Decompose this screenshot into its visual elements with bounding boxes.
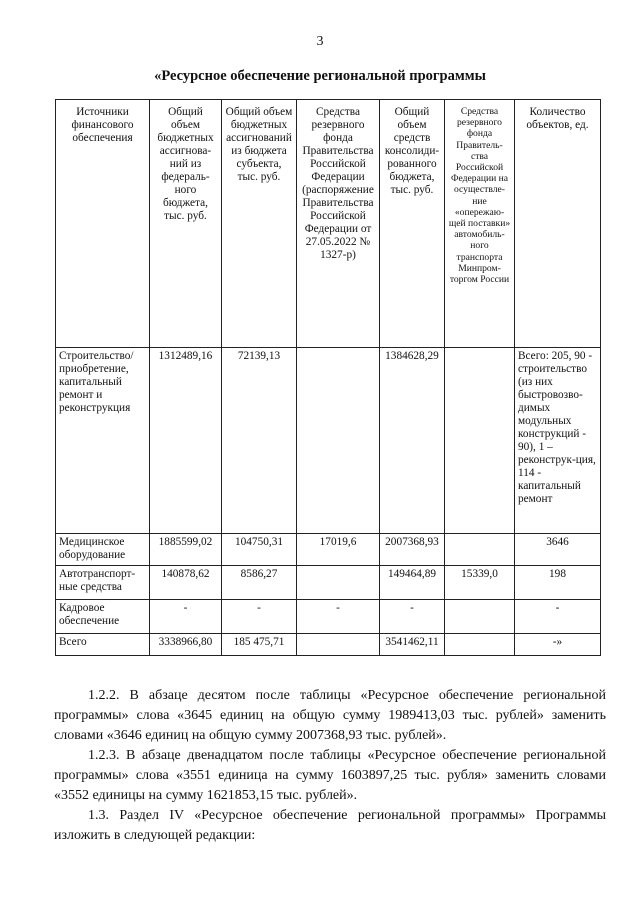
consolidated-value: 149464,89 — [380, 566, 445, 600]
regional-value: 185 475,71 — [222, 634, 297, 656]
regional-value: - — [222, 600, 297, 634]
row-source: Автотранспорт-ные средства — [56, 566, 150, 600]
advance-value — [445, 348, 515, 534]
reserve-value: - — [297, 600, 380, 634]
row-source: Медицинское оборудование — [56, 534, 150, 566]
header-cell: Средства резервного фонда Правительства Российской Федерации (распоряжение Правительства Российской Федерации от 27.05.2022 № 1327-р) — [297, 100, 380, 348]
resource-table — [55, 99, 601, 656]
table-row — [56, 566, 601, 600]
reserve-value — [297, 348, 380, 534]
paragraph-1-3: 1.3. Раздел IV «Ресурсное обеспечение региональной программы» Программы изложить в следующей редакции: — [54, 808, 606, 843]
table-header-row — [56, 100, 601, 348]
consolidated-value: - — [380, 600, 445, 634]
object-count: 198 — [515, 566, 601, 600]
consolidated-value: 1384628,29 — [380, 348, 445, 534]
federal-value: - — [150, 600, 222, 634]
table-row-total — [56, 634, 601, 656]
object-count: Всего: 205, 90 - строительство (из них быстровозво-димых модульных конструкций - 90), 1 – реконструк-ция, 114 - капитальный ремонт — [515, 348, 601, 534]
document-title: «Ресурсное обеспечение региональной программы — [154, 68, 486, 84]
consolidated-value: 3541462,11 — [380, 634, 445, 656]
advance-value — [445, 534, 515, 566]
page-number: 3 — [316, 34, 324, 49]
regional-value: 72139,13 — [222, 348, 297, 534]
advance-value — [445, 634, 515, 656]
reserve-value — [297, 566, 380, 600]
object-count: -» — [515, 634, 601, 656]
row-source: Строительство/ приобретение, капитальный ремонт и реконструкция — [56, 348, 150, 534]
header-cell: Общий объем бюджетных ассигнова-ний из федераль-ного бюджета, тыс. руб. — [150, 100, 222, 348]
table-row — [56, 534, 601, 566]
federal-value: 1885599,02 — [150, 534, 222, 566]
federal-value: 140878,62 — [150, 566, 222, 600]
regional-value: 8586,27 — [222, 566, 297, 600]
body-text — [54, 686, 606, 846]
reserve-value: 17019,6 — [297, 534, 380, 566]
advance-value: 15339,0 — [445, 566, 515, 600]
paragraph-1-2-2: 1.2.2. В абзаце десятом после таблицы «Ресурсное обеспечение региональной программы» слова «3645 единиц на общую сумму 1989413,03 тыс. рублей» заменить словами «3646 единиц на общую сумму 2007368,93 тыс. рублей». — [54, 688, 606, 743]
consolidated-value: 2007368,93 — [380, 534, 445, 566]
header-cell: Средства резервного фонда Правитель-ства Российской Федерации на осуществле-ние «опережаю-щей поставки» автомобиль-ного транспорта Минпром-торгом России — [445, 100, 515, 348]
table-row — [56, 348, 601, 534]
paragraph-1-2-3: 1.2.3. В абзаце двенадцатом после таблицы «Ресурсное обеспечение региональной программы» слова «3551 единица на сумму 1603897,25 тыс. рубля» заменить словами «3552 единицы на сумму 1621853,15 тыс. рублей». — [54, 748, 606, 803]
object-count: 3646 — [515, 534, 601, 566]
reserve-value — [297, 634, 380, 656]
row-source: Кадровое обеспечение — [56, 600, 150, 634]
table-row — [56, 600, 601, 634]
header-cell: Общий объем средств консолиди-рованного бюджета, тыс. руб. — [380, 100, 445, 348]
row-source: Всего — [56, 634, 150, 656]
federal-value: 1312489,16 — [150, 348, 222, 534]
advance-value — [445, 600, 515, 634]
federal-value: 3338966,80 — [150, 634, 222, 656]
object-count: - — [515, 600, 601, 634]
header-cell: Общий объем бюджетных ассигнований из бюджета субъекта, тыс. руб. — [222, 100, 297, 348]
header-cell: Источники финансового обеспечения — [56, 100, 150, 348]
regional-value: 104750,31 — [222, 534, 297, 566]
header-cell: Количество объектов, ед. — [515, 100, 601, 348]
